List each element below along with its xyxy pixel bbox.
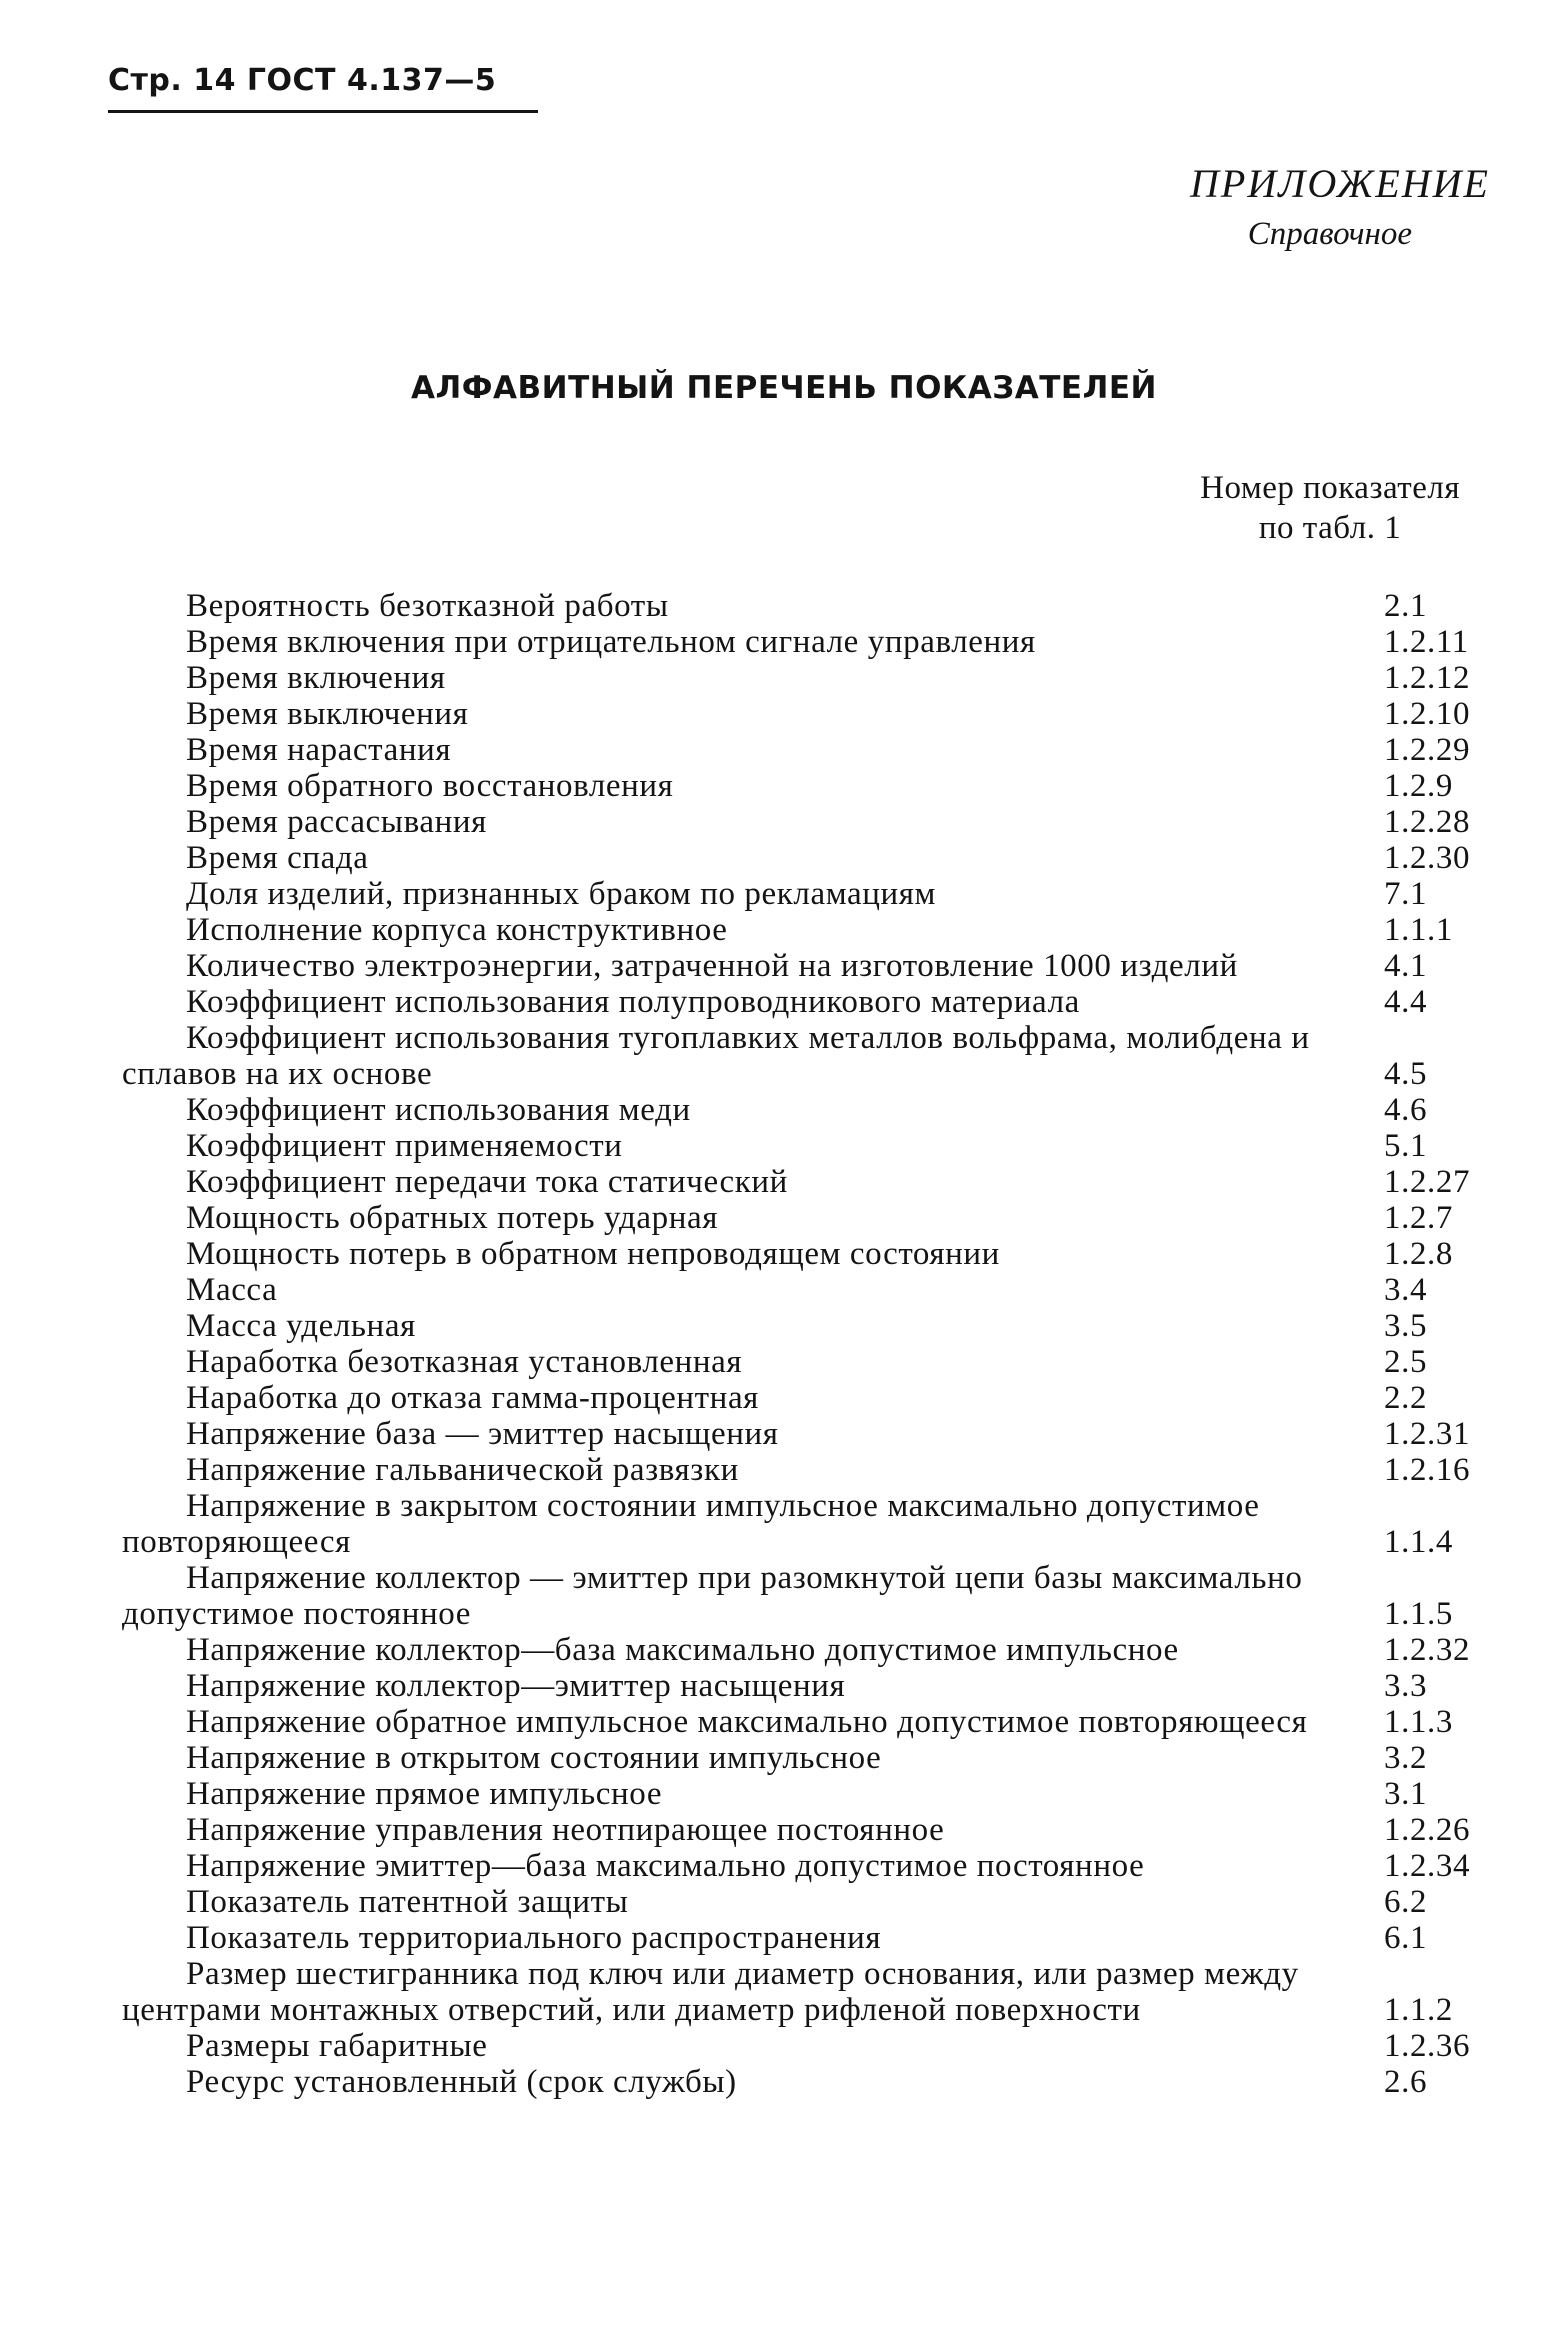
index-entry [122, 1128, 1492, 1164]
entry-number: 3.5 [1384, 1308, 1428, 1344]
index-entry [122, 1452, 1492, 1488]
index-entry [122, 732, 1492, 768]
entry-number: 1.1.5 [1384, 1596, 1453, 1632]
index-entry [122, 1200, 1492, 1236]
index-entry [122, 1164, 1492, 1200]
index-entry [122, 1092, 1492, 1128]
entry-name: Ресурс установленный (срок службы) [186, 2064, 737, 2100]
appendix-title: ПРИЛОЖЕНИЕ [1190, 161, 1490, 206]
entry-number: 3.3 [1384, 1668, 1428, 1704]
entry-name: Напряжение коллектор—база максимально допустимое импульсное [186, 1632, 1179, 1668]
entry-name: Время нарастания [186, 732, 452, 768]
header-rule [108, 110, 538, 113]
entry-name: Напряжение в закрытом состоянии импульсное максимально допустимое повторяющееся [122, 1488, 1260, 1560]
index-entry [122, 1884, 1492, 1920]
entry-number: 1.2.31 [1384, 1416, 1471, 1452]
index-entry [122, 588, 1492, 624]
index-entry [122, 1704, 1492, 1740]
entry-number: 1.2.12 [1384, 660, 1471, 696]
entry-number: 6.1 [1384, 1920, 1428, 1956]
entry-number: 2.6 [1384, 2064, 1428, 2100]
entry-name: Коэффициент применяемости [186, 1128, 623, 1164]
entry-number: 1.2.26 [1384, 1812, 1471, 1848]
index-entry [122, 1020, 1492, 1092]
entry-name: Коэффициент передачи тока статический [186, 1164, 788, 1200]
entry-name: Наработка безотказная установленная [186, 1344, 743, 1380]
entry-name: Наработка до отказа гамма-процентная [186, 1380, 759, 1416]
entry-name: Время обратного восстановления [186, 768, 674, 804]
entry-name: Показатель патентной защиты [186, 1884, 629, 1920]
index-entry [122, 1668, 1492, 1704]
index-entry [122, 1488, 1492, 1560]
entry-number: 1.2.16 [1384, 1452, 1471, 1488]
entry-name: Размеры габаритные [186, 2028, 488, 2064]
appendix-subtitle: Справочное [1247, 216, 1412, 252]
entry-name: Исполнение корпуса конструктивное [186, 912, 728, 948]
entry-number: 2.2 [1384, 1380, 1428, 1416]
index-entry [122, 1416, 1492, 1452]
entry-number: 1.2.30 [1384, 840, 1471, 876]
index-entry [122, 1272, 1492, 1308]
index-entry [122, 1380, 1492, 1416]
list-title: АЛФАВИТНЫЙ ПЕРЕЧЕНЬ ПОКАЗАТЕЛЕЙ [411, 370, 1157, 406]
column-caption-line-2: по табл. 1 [1258, 510, 1402, 546]
entry-number: 1.1.3 [1384, 1704, 1453, 1740]
entry-name: Напряжение гальванической развязки [186, 1452, 739, 1488]
index-entry [122, 948, 1492, 984]
index-entry [122, 1812, 1492, 1848]
entry-name: Время включения при отрицательном сигнале управления [186, 624, 1036, 660]
entry-name: Вероятность безотказной работы [186, 588, 669, 624]
column-caption [1200, 468, 1460, 548]
entry-name: Мощность потерь в обратном непроводящем состоянии [186, 1236, 1000, 1272]
index-entry [122, 804, 1492, 840]
entry-number: 4.6 [1384, 1092, 1428, 1128]
entry-number: 2.1 [1384, 588, 1428, 624]
entry-name: Напряжение прямое импульсное [186, 1776, 663, 1812]
index-entry [122, 840, 1492, 876]
entry-number: 4.5 [1384, 1056, 1428, 1092]
entry-name: Время рассасывания [186, 804, 487, 840]
entry-number: 1.2.8 [1384, 1236, 1453, 1272]
entry-name: Коэффициент использования полупроводникового материала [186, 984, 1080, 1020]
entry-name: Время включения [186, 660, 446, 696]
index-entry [122, 1848, 1492, 1884]
page-reference: Стр. 14 ГОСТ 4.137—5 [108, 63, 497, 98]
entry-number: 1.2.10 [1384, 696, 1471, 732]
entry-number: 1.1.1 [1384, 912, 1453, 948]
entry-number: 2.5 [1384, 1344, 1428, 1380]
entry-name: Напряжение эмиттер—база максимально допустимое постоянное [186, 1848, 1145, 1884]
index-entry [122, 696, 1492, 732]
index-entry [122, 1740, 1492, 1776]
entry-name: Размер шестигранника под ключ или диаметр основания, или размер между центрами монтажных отверстий, или диаметр рифленой поверхности [122, 1956, 1299, 2028]
index-entry [122, 1920, 1492, 1956]
entry-number: 1.1.2 [1384, 1992, 1453, 2028]
entry-number: 1.2.36 [1384, 2028, 1471, 2064]
entry-name: Напряжение управления неотпирающее постоянное [186, 1812, 945, 1848]
entry-name: Время спада [186, 840, 369, 876]
entry-number: 1.2.9 [1384, 768, 1453, 804]
entry-name: Коэффициент использования меди [186, 1092, 691, 1128]
index-entry [122, 624, 1492, 660]
entry-number: 1.2.27 [1384, 1164, 1471, 1200]
index-entry [122, 912, 1492, 948]
entry-number: 5.1 [1384, 1128, 1428, 1164]
index-entry [122, 1956, 1492, 2028]
entry-name: Масса [186, 1272, 278, 1308]
entry-number: 1.2.11 [1384, 624, 1469, 660]
index-entry [122, 1308, 1492, 1344]
entry-name: Доля изделий, признанных браком по рекламациям [186, 876, 936, 912]
entry-name: Напряжение база — эмиттер насыщения [186, 1416, 779, 1452]
entry-name: Время выключения [186, 696, 469, 732]
entry-number: 1.2.7 [1384, 1200, 1453, 1236]
entry-name: Показатель территориального распространения [186, 1920, 882, 1956]
index-entry [122, 768, 1492, 804]
entry-number: 3.2 [1384, 1740, 1428, 1776]
index-entry [122, 1236, 1492, 1272]
entry-name: Масса удельная [186, 1308, 416, 1344]
entry-name: Напряжение коллектор—эмиттер насыщения [186, 1668, 846, 1704]
entry-number: 4.4 [1384, 984, 1428, 1020]
index-entry [122, 984, 1492, 1020]
entry-number: 1.2.28 [1384, 804, 1471, 840]
index-entry [122, 660, 1492, 696]
entry-number: 4.1 [1384, 948, 1428, 984]
entry-name: Коэффициент использования тугоплавких металлов вольфрама, молибдена и сплавов на их основе [122, 1020, 1310, 1092]
entry-number: 1.2.34 [1384, 1848, 1471, 1884]
entry-number: 1.1.4 [1384, 1524, 1453, 1560]
index-entry [122, 1632, 1492, 1668]
index-entry [122, 2028, 1492, 2064]
entry-number: 3.4 [1384, 1272, 1428, 1308]
index-entry [122, 1344, 1492, 1380]
entry-name: Количество электроэнергии, затраченной на изготовление 1000 изделий [186, 948, 1238, 984]
page-header [108, 64, 538, 98]
index-entry [122, 2064, 1492, 2100]
entry-name: Мощность обратных потерь ударная [186, 1200, 719, 1236]
index-entry [122, 1776, 1492, 1812]
entry-number: 3.1 [1384, 1776, 1428, 1812]
entry-number: 6.2 [1384, 1884, 1428, 1920]
index-list [122, 588, 1492, 2100]
entry-name: Напряжение обратное импульсное максимально допустимое повторяющееся [186, 1704, 1308, 1740]
entry-name: Напряжение в открытом состоянии импульсное [186, 1740, 882, 1776]
entry-number: 7.1 [1384, 876, 1428, 912]
index-entry [122, 876, 1492, 912]
entry-number: 1.2.29 [1384, 732, 1471, 768]
column-caption-line-1: Номер показателя [1200, 470, 1460, 506]
entry-name: Напряжение коллектор — эмиттер при разомкнутой цепи базы максимально допустимое постоянное [122, 1560, 1303, 1632]
entry-number: 1.2.32 [1384, 1632, 1471, 1668]
index-entry [122, 1560, 1492, 1632]
